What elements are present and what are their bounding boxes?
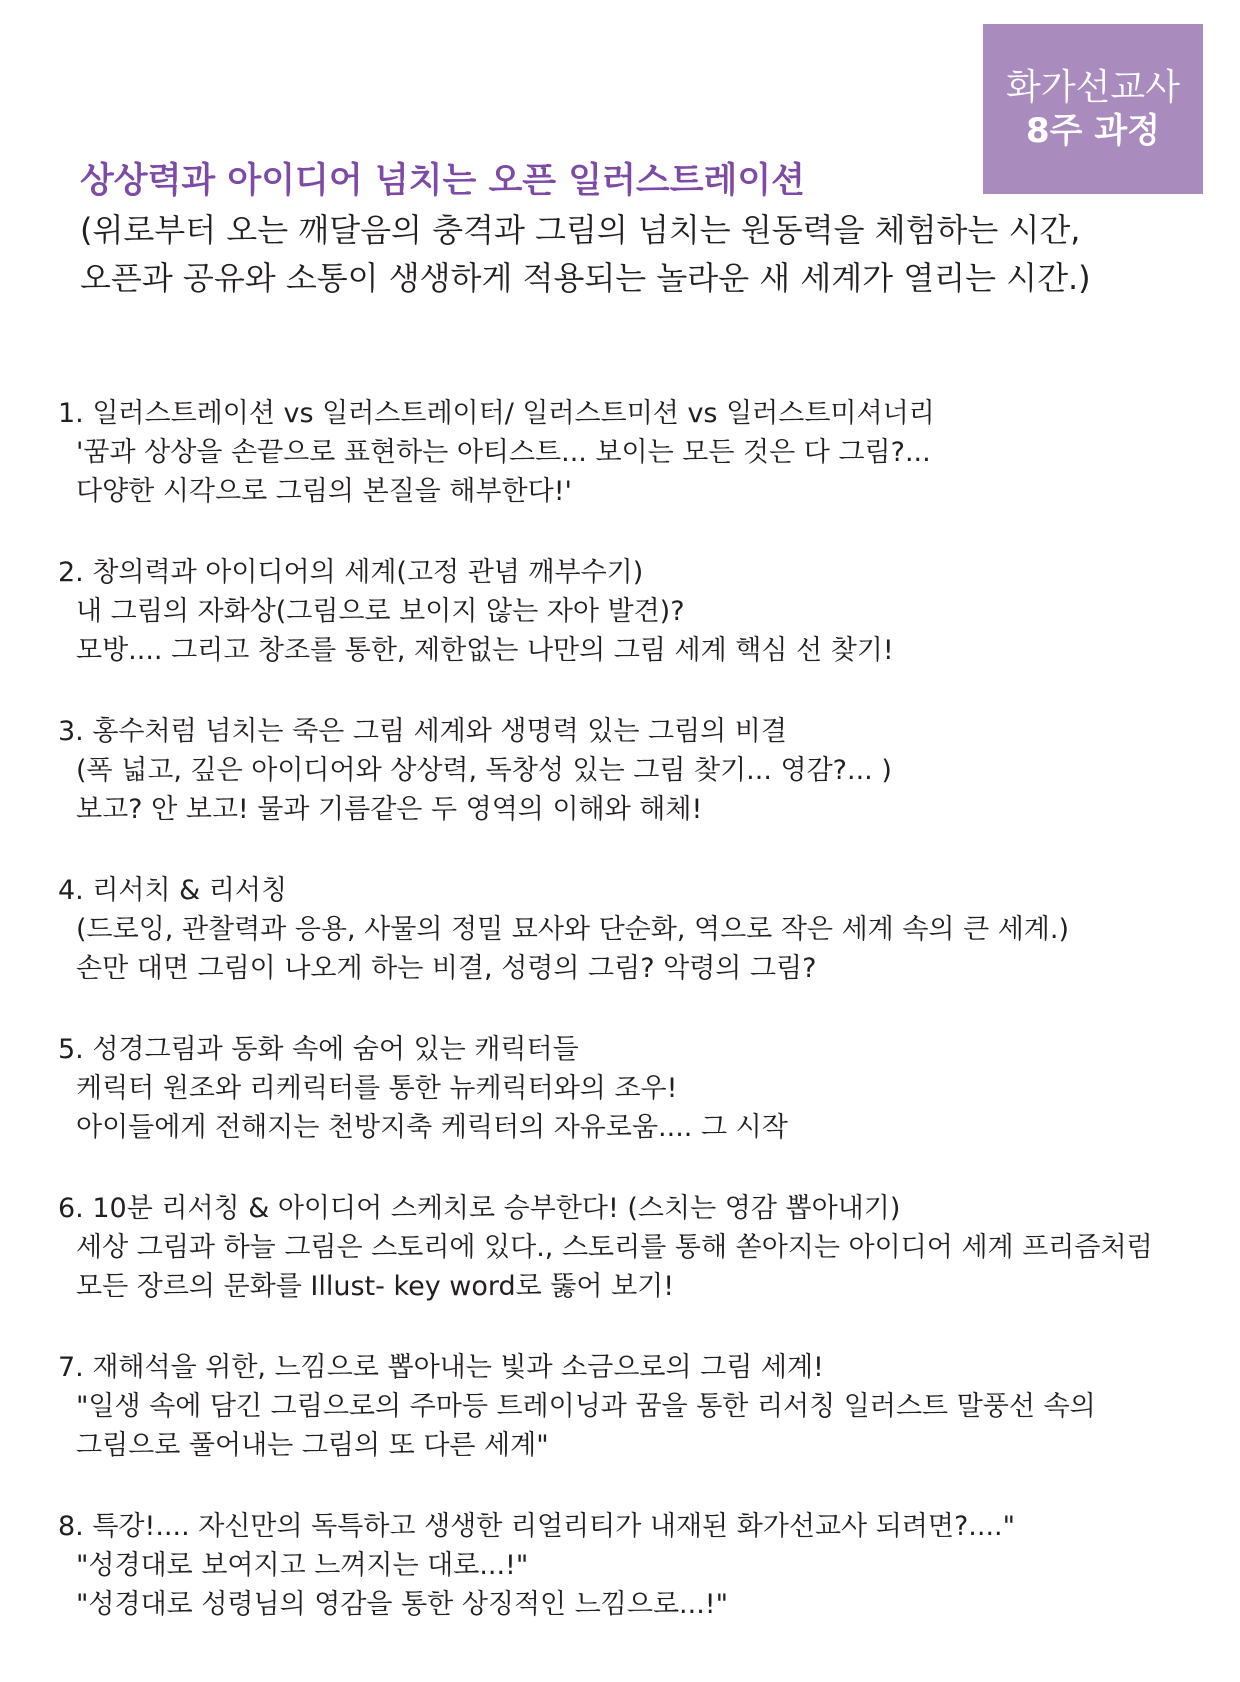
curriculum-list [58,394,1218,1666]
item-heading: 5. 성경그림과 동화 속에 숨어 있는 캐릭터들 [58,1034,579,1065]
item-line: (폭 넓고, 깊은 아이디어와 상상력, 독창성 있는 그림 찾기... 영감?... ) [76,755,892,786]
curriculum-item-8 [58,1507,1218,1624]
item-heading: 8. 특강!.... 자신만의 독특하고 생생한 리얼리티가 내재된 화가선교사 되려면?...." [58,1511,1016,1542]
item-line: 손만 대면 그림이 나오게 하는 비결, 성령의 그림? 악령의 그림? [76,953,817,984]
item-line: "성경대로 보여지고 느껴지는 대로...!" [76,1550,529,1581]
curriculum-item-3 [58,712,1218,829]
badge-title: 화가선교사 [1006,67,1180,108]
badge-duration: 8주 과정 [1025,111,1161,151]
curriculum-item-7 [58,1348,1218,1465]
item-heading: 2. 창의력과 아이디어의 세계(고정 관념 깨부수기) [58,557,644,588]
item-line: '꿈과 상상을 손끝으로 표현하는 아티스트... 보이는 모든 것은 다 그림?... [76,437,931,468]
item-line: 모방.... 그리고 창조를 통한, 제한없는 나만의 그림 세계 핵심 선 찾기! [76,635,894,666]
item-heading: 4. 리서치 & 리서칭 [58,875,288,906]
item-line: 케릭터 원조와 리케릭터를 통한 뉴케릭터와의 조우! [76,1073,678,1104]
page-title: 상상력과 아이디어 넘치는 오픈 일러스트레이션 [80,161,805,201]
item-line: 모든 장르의 문화를 Illust- key word로 뚫어 보기! [76,1271,675,1302]
subtitle-line: (위로부터 오는 깨달음의 충격과 그림의 넘치는 원동력을 체험하는 시간, [80,211,1081,249]
curriculum-item-5 [58,1030,1218,1147]
item-heading: 1. 일러스트레이션 vs 일러스트레이터/ 일러스트미션 vs 일러스트미셔너리 [58,398,935,429]
item-line: 다양한 시각으로 그림의 본질을 해부한다!' [76,476,572,507]
item-heading: 7. 재해석을 위한, 느낌으로 뽑아내는 빛과 소금으로의 그림 세계! [58,1352,824,1383]
item-line: 세상 그림과 하늘 그림은 스토리에 있다., 스토리를 통해 쏟아지는 아이디어 세계 프리즘처럼 [76,1232,1153,1263]
course-badge [983,24,1203,194]
item-line: (드로잉, 관찰력과 응용, 사물의 정밀 묘사와 단순화, 역으로 작은 세계 속의 큰 세계.) [76,914,1070,945]
item-line: "성경대로 성령님의 영감을 통한 상징적인 느낌으로...!" [76,1589,729,1620]
curriculum-item-6 [58,1189,1218,1306]
item-line: 그림으로 풀어내는 그림의 또 다른 세계" [76,1430,549,1461]
item-line: 보고? 안 보고! 물과 기름같은 두 영역의 이해와 해체! [76,794,703,825]
subtitle-line: 오픈과 공유와 소통이 생생하게 적용되는 놀라운 새 세계가 열리는 시간.) [80,259,1091,297]
curriculum-item-2 [58,553,1218,670]
page-subtitle [80,206,1091,302]
item-line: 내 그림의 자화상(그림으로 보이지 않는 자아 발견)? [76,596,685,627]
curriculum-item-4 [58,871,1218,988]
item-line: 아이들에게 전해지는 천방지축 케릭터의 자유로움.... 그 시작 [76,1112,788,1143]
curriculum-item-1 [58,394,1218,511]
item-heading: 6. 10분 리서칭 & 아이디어 스케치로 승부한다! (스치는 영감 뽑아내기) [58,1193,901,1224]
item-heading: 3. 홍수처럼 넘치는 죽은 그림 세계와 생명력 있는 그림의 비결 [58,716,787,747]
item-line: "일생 속에 담긴 그림으로의 주마등 트레이닝과 꿈을 통한 리서칭 일러스트 말풍선 속의 [76,1391,1096,1422]
